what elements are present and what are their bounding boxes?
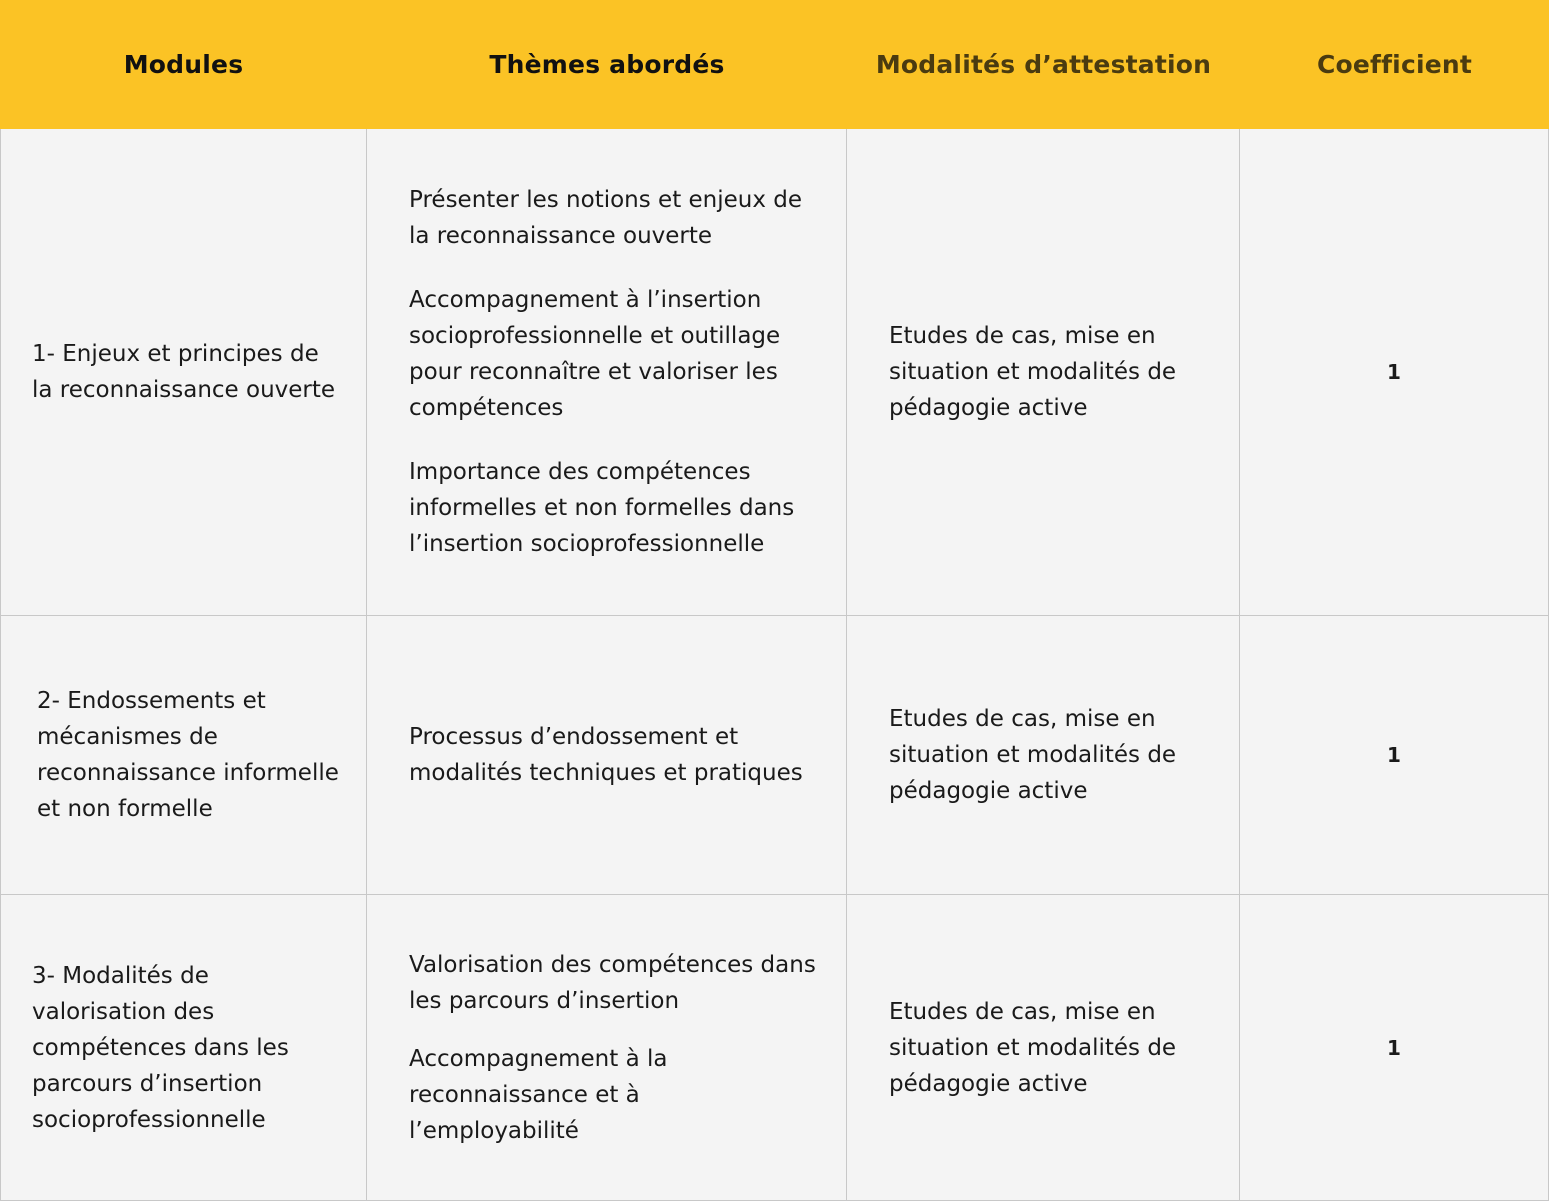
attestation-text: Etudes de cas, mise en situation et modalités de pédagogie active [889,998,1177,1097]
themes-cell [367,895,847,1200]
attestation-cell [847,895,1240,1200]
module-cell [0,129,367,615]
coefficient-cell [1240,895,1549,1200]
header-coefficient: Coefficient [1316,50,1473,79]
module-cell [0,895,367,1200]
table-header [0,0,1549,129]
coefficient-cell [1240,616,1549,894]
coefficient-value: 1 [1387,1035,1401,1060]
theme-item: Valorisation des compétences dans les parcours d’insertion [409,951,816,1014]
theme-item: Accompagnement à l’insertion socioprofessionnelle et outillage pour reconnaître et valoriser les compétences [409,287,781,421]
theme-item: Processus d’endossement et modalités techniques et pratiques [409,724,803,786]
attestation-text: Etudes de cas, mise en situation et modalités de pédagogie active [889,323,1177,421]
attestation-cell [847,129,1240,615]
attestation-cell [847,616,1240,894]
themes-cell [367,129,847,615]
header-themes: Thèmes abordés [489,50,725,79]
module-label: 2- Endossements et mécanismes de reconnaissance informelle et non formelle [37,688,339,822]
module-cell [0,616,367,894]
theme-item: Accompagnement à la reconnaissance et à l’employabilité [409,1045,668,1144]
module-label: 1- Enjeux et principes de la reconnaissance ouverte [32,341,336,403]
table-row [0,895,1549,1201]
coefficient-value: 1 [1387,360,1401,384]
header-attestation: Modalités d’attestation [875,50,1212,79]
attestation-text: Etudes de cas, mise en situation et modalités de pédagogie active [889,706,1177,804]
header-modules: Modules [123,50,244,79]
table-row [0,616,1549,895]
theme-item: Présenter les notions et enjeux de la reconnaissance ouverte [409,187,803,249]
table-row [0,129,1549,616]
themes-cell [367,616,847,894]
coefficient-value: 1 [1387,743,1401,767]
module-label: 3- Modalités de valorisation des compétences dans les parcours d’insertion socioprofessionnelle [32,962,289,1133]
theme-item: Importance des compétences informelles et non formelles dans l’insertion socioprofessionnelle [409,459,795,557]
coefficient-cell [1240,129,1549,615]
